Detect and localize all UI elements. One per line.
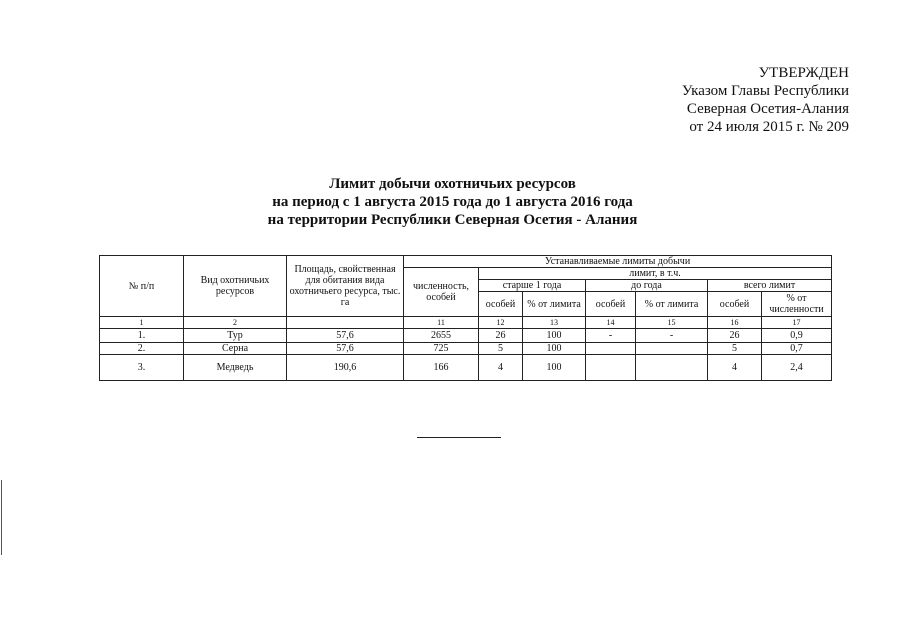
row-num: 1. [100, 329, 184, 343]
limits-table [99, 255, 832, 381]
column-index-row [100, 317, 832, 329]
index-cell [287, 317, 404, 329]
header-area: Площадь, свойственная для обитания вида охотничьего ресурса, тыс. га [287, 256, 404, 317]
row-species: Медведь [184, 355, 287, 381]
row-ind-older: 26 [479, 329, 523, 343]
row-count: 2655 [404, 329, 479, 343]
title-line-1: Лимит добычи охотничьих ресурсов [329, 176, 576, 192]
header-ind-young: особей [586, 292, 636, 317]
header-ind-older: особей [479, 292, 523, 317]
row-count: 166 [404, 355, 479, 381]
header-limits: Устанавливаемые лимиты добычи [404, 256, 832, 268]
header-incl: лимит, в т.ч. [479, 268, 832, 280]
row-pct-young: - [636, 329, 708, 343]
index-cell: 17 [762, 317, 832, 329]
table-row [100, 355, 832, 381]
row-ind-older: 4 [479, 355, 523, 381]
row-species: Серна [184, 343, 287, 355]
scan-margin-mark [1, 480, 2, 555]
index-cell: 14 [586, 317, 636, 329]
row-pct-older: 100 [523, 355, 586, 381]
row-ind-total: 26 [708, 329, 762, 343]
header-ind-total: особей [708, 292, 762, 317]
row-area: 190,6 [287, 355, 404, 381]
header-num: № п/п [100, 256, 184, 317]
row-pct-older: 100 [523, 329, 586, 343]
document-title [0, 175, 905, 229]
index-cell: 2 [184, 317, 287, 329]
header-total: всего лимит [708, 280, 832, 292]
row-ind-total: 4 [708, 355, 762, 381]
row-pct-older: 100 [523, 343, 586, 355]
row-pct-young [636, 355, 708, 381]
header-species: Вид охотничьих ресурсов [184, 256, 287, 317]
row-ind-older: 5 [479, 343, 523, 355]
approval-heading: УТВЕРЖДЕН [758, 65, 849, 81]
header-young: до года [586, 280, 708, 292]
row-area: 57,6 [287, 329, 404, 343]
row-ind-total: 5 [708, 343, 762, 355]
table-row [100, 329, 832, 343]
title-line-2: на период с 1 августа 2015 года до 1 августа 2016 года [272, 194, 633, 210]
row-ind-young [586, 355, 636, 381]
index-cell: 11 [404, 317, 479, 329]
index-cell: 13 [523, 317, 586, 329]
row-num: 3. [100, 355, 184, 381]
index-cell: 16 [708, 317, 762, 329]
title-line-3: на территории Республики Северная Осетия - Алания [267, 212, 638, 228]
row-ind-young [586, 343, 636, 355]
header-count: численность, особей [404, 268, 479, 317]
index-cell: 1 [100, 317, 184, 329]
index-cell: 15 [636, 317, 708, 329]
approval-decree: Указом Главы Республики [681, 83, 849, 99]
row-pct-count: 0,9 [762, 329, 832, 343]
table-row [100, 343, 832, 355]
row-area: 57,6 [287, 343, 404, 355]
row-count: 725 [404, 343, 479, 355]
header-pct-young: % от лимита [636, 292, 708, 317]
row-pct-count: 0,7 [762, 343, 832, 355]
separator-line [417, 437, 501, 438]
header-pct-older: % от лимита [523, 292, 586, 317]
index-cell: 12 [479, 317, 523, 329]
row-species: Тур [184, 329, 287, 343]
approval-date-number: от 24 июля 2015 г. № 209 [689, 119, 849, 135]
header-older: старше 1 года [479, 280, 586, 292]
header-pct-count: % от численности [762, 292, 832, 317]
row-ind-young: - [586, 329, 636, 343]
approval-republic: Северная Осетия-Алания [686, 101, 849, 117]
row-pct-young [636, 343, 708, 355]
approval-stamp [682, 64, 849, 136]
row-pct-count: 2,4 [762, 355, 832, 381]
row-num: 2. [100, 343, 184, 355]
